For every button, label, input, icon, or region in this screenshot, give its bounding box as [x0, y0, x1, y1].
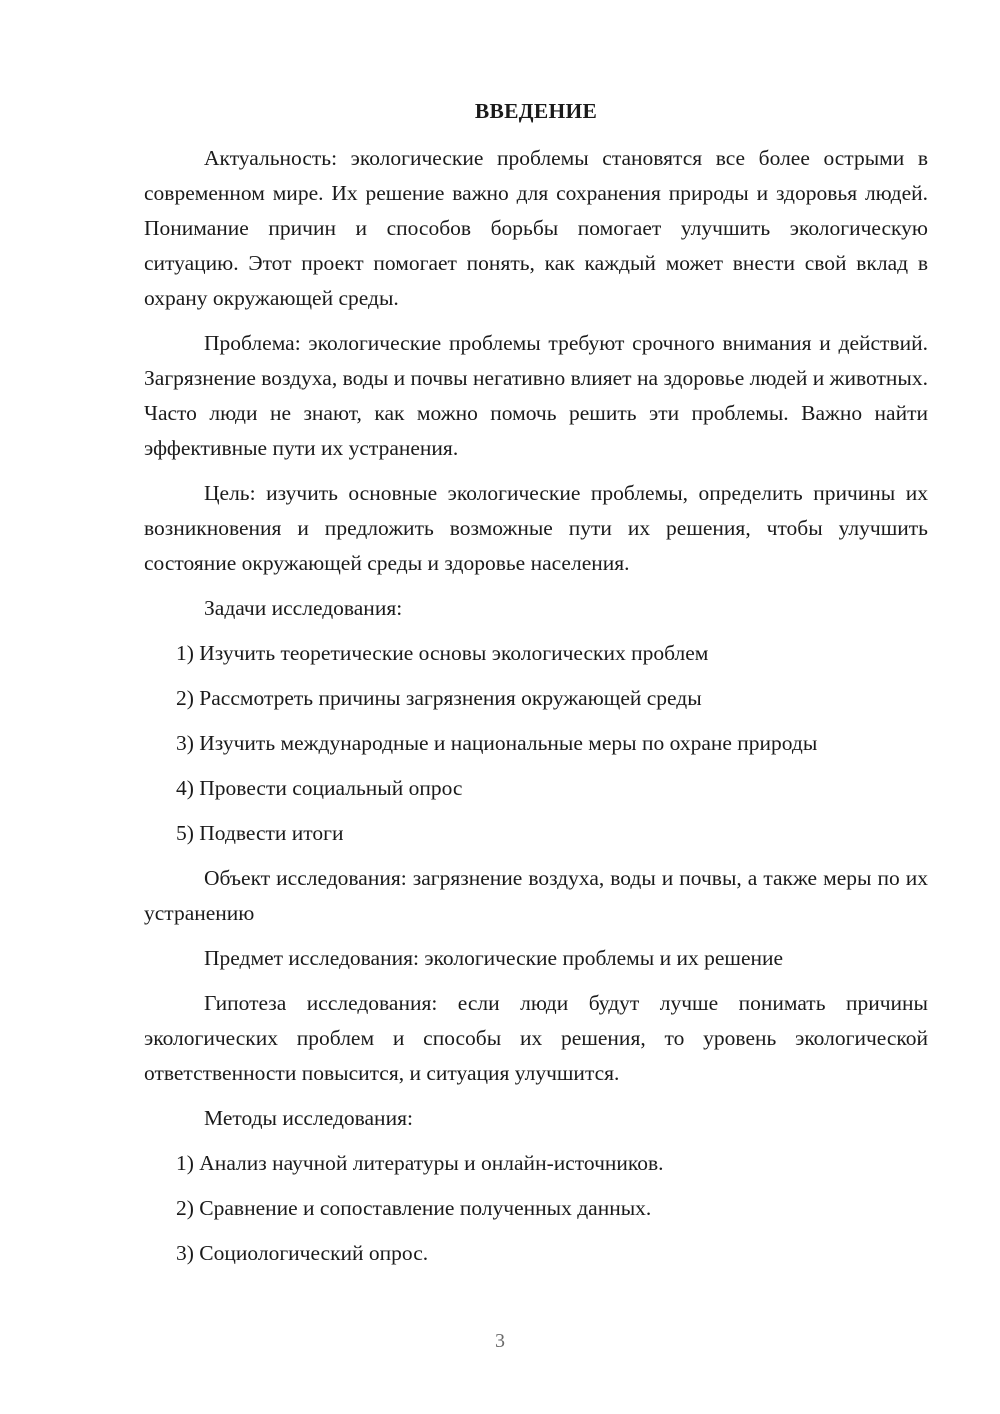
section-title: ВВЕДЕНИЕ — [474, 99, 598, 123]
methods-heading: Методы исследования: — [204, 1106, 413, 1130]
list-item: 2) Рассмотреть причины загрязнения окружающей среды — [176, 686, 702, 710]
hypothesis-paragraph: Гипотеза исследования: если люди будут лучше понимать причины экологических проблем и способы их решения, то уровень экологической ответственности повысится, и ситуация улучшится. — [144, 991, 928, 1085]
methods-list — [144, 1146, 928, 1271]
list-item: 3) Изучить международные и национальные меры по охране природы — [176, 731, 818, 755]
list-item: 1) Изучить теоретические основы экологических проблем — [176, 641, 709, 665]
object-paragraph: Объект исследования: загрязнение воздуха, воды и почвы, а также меры по их устранению — [144, 866, 928, 925]
page-number: 3 — [495, 1330, 505, 1352]
list-item: 4) Провести социальный опрос — [176, 776, 463, 800]
list-item: 1) Анализ научной литературы и онлайн-источников. — [176, 1151, 664, 1175]
list-item: 2) Сравнение и сопоставление полученных данных. — [176, 1196, 652, 1220]
tasks-list — [144, 636, 928, 851]
list-item: 5) Подвести итоги — [176, 821, 344, 845]
goal-paragraph: Цель: изучить основные экологические проблемы, определить причины их возникновения и предложить возможные пути их решения, чтобы улучшить состояние окружающей среды и здоровье населения. — [144, 481, 928, 575]
tasks-heading: Задачи исследования: — [204, 596, 403, 620]
subject-paragraph: Предмет исследования: экологические проблемы и их решение — [204, 946, 784, 970]
document-page — [144, 96, 928, 1271]
problem-paragraph: Проблема: экологические проблемы требуют срочного внимания и действий. Загрязнение воздуха, воды и почвы негативно влияет на здоровье людей и животных. Часто люди не знают, как можно помочь решить эти проблемы. Важно найти эффективные пути их устранения. — [144, 331, 928, 460]
relevance-paragraph: Актуальность: экологические проблемы становятся все более острыми в современном мире. Их решение важно для сохранения природы и здоровья людей. Понимание причин и способов борьбы помогает улучшить экологическую ситуацию. Этот проект помогает понять, как каждый может внести свой вклад в охрану окружающей среды. — [144, 146, 928, 310]
list-item: 3) Социологический опрос. — [176, 1241, 429, 1265]
